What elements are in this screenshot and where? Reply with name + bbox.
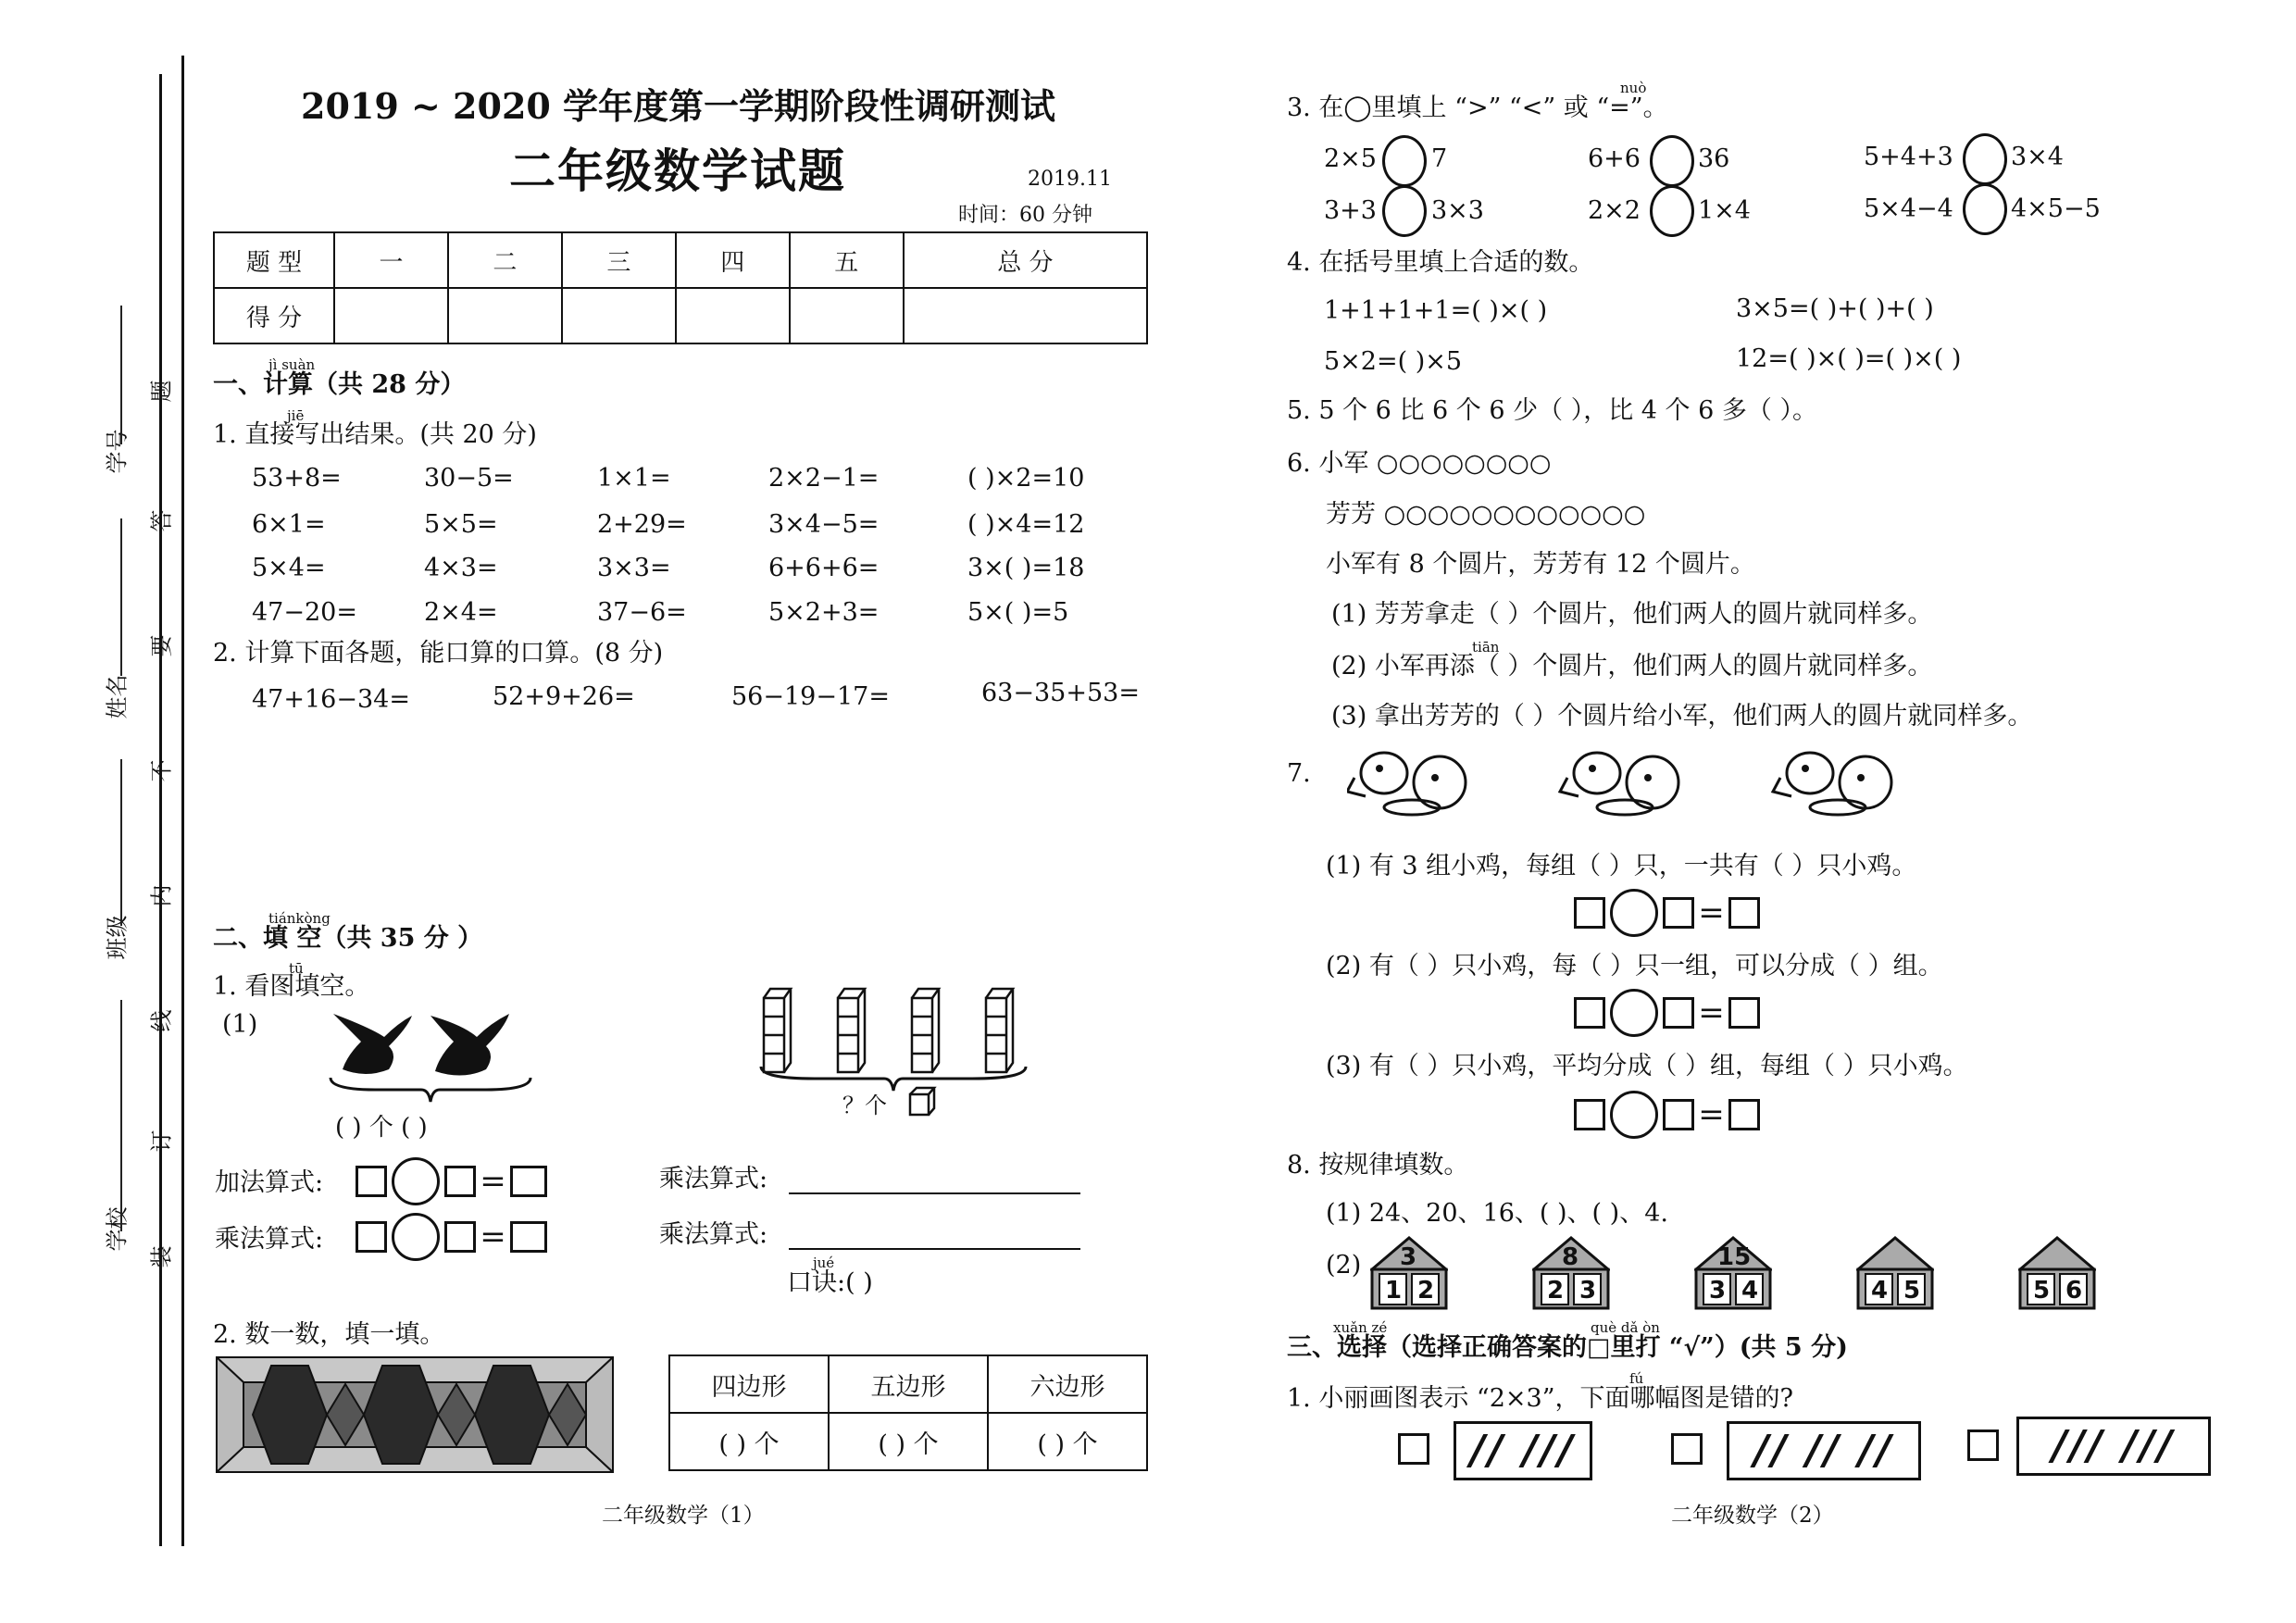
exam-subtitle: 2019 ~ 2020 学年度第一学期阶段性调研测试 xyxy=(301,85,1056,127)
calc-r3-c1: 5×4= xyxy=(252,554,326,582)
score-cell[interactable] xyxy=(562,288,676,343)
koujue: 口诀:( ) xyxy=(787,1268,873,1297)
calc-r3-c3: 3×3= xyxy=(597,554,671,582)
score-row-label: 得 分 xyxy=(214,288,334,343)
calc-r1-c4: 2×2−1= xyxy=(768,464,880,493)
house-5-right: 6 xyxy=(2065,1277,2083,1305)
score-header-3: 三 xyxy=(562,232,676,288)
q6-sub-1: (1) 芳芳拿走（ ）个圆片，他们两人的圆片就同样多。 xyxy=(1331,600,1933,629)
choice-checkbox-2[interactable] xyxy=(1671,1433,1703,1465)
mul-label-1: 乘法算式: xyxy=(215,1225,324,1254)
binding-char-8: 装 xyxy=(148,1245,175,1268)
q3-4-circle[interactable] xyxy=(1382,185,1427,237)
calc-r4-c3: 37−6= xyxy=(597,598,687,627)
q3-2-circle[interactable] xyxy=(1650,135,1694,187)
calc-r2-c1: 6×1= xyxy=(252,510,326,539)
answer-box[interactable] xyxy=(1663,997,1694,1029)
q3-6-right: 4×5−5 xyxy=(2011,194,2101,223)
q7-sub-2: (2) 有（ ）只小鸡，每（ ）只一组，可以分成（ ）组。 xyxy=(1326,952,1943,980)
q3-3-right: 3×4 xyxy=(2011,143,2064,171)
answer-box[interactable] xyxy=(1574,897,1605,929)
q3-2-left: 6+6 xyxy=(1588,144,1641,173)
shape-count-4[interactable]: ( ) 个 xyxy=(669,1413,829,1470)
q3-6-circle[interactable] xyxy=(1963,183,2007,235)
shape-header-4: 四边形 xyxy=(669,1355,829,1413)
equals-sign: = xyxy=(1698,1096,1725,1133)
sec1-pinyin-jie: jiē xyxy=(287,407,305,424)
q4-item-2: 3×5=( )+( )+( ) xyxy=(1736,294,1934,323)
sec1-q1: 1. 直接写出结果。(共 20 分) xyxy=(213,420,537,449)
sec2-q1: 1. 看图填空。 xyxy=(213,972,370,1001)
sec3-title: 三、选择（选择正确答案的□里打 “√”）(共 5 分) xyxy=(1287,1333,1848,1362)
q7-formula-2 xyxy=(1574,989,1760,1037)
house-3-left: 3 xyxy=(1709,1277,1727,1305)
shape-count-table xyxy=(668,1355,1148,1471)
cube-icon xyxy=(907,1085,937,1118)
answer-box[interactable] xyxy=(1574,997,1605,1029)
tally-option-3: /// /// xyxy=(2016,1417,2211,1476)
answer-box[interactable] xyxy=(356,1166,387,1197)
mul-answer-line-1[interactable] xyxy=(789,1192,1080,1194)
q2-item-2: 52+9+26= xyxy=(493,682,635,711)
operator-circle[interactable] xyxy=(392,1157,440,1205)
answer-box[interactable] xyxy=(1663,897,1694,929)
calc-r3-c5: 3×( )=18 xyxy=(967,554,1085,582)
q3-4-left: 3+3 xyxy=(1324,196,1377,225)
calc-r2-c4: 3×4−5= xyxy=(768,510,880,539)
operator-circle[interactable] xyxy=(1610,989,1658,1037)
binding-char-2: 答 xyxy=(148,509,175,532)
q3-5-left: 2×2 xyxy=(1588,196,1641,225)
house-4-left: 4 xyxy=(1871,1277,1889,1305)
q6-fangfang: 芳芳 ○○○○○○○○○○○○ xyxy=(1326,500,1646,529)
q3-5-right: 1×4 xyxy=(1698,196,1751,225)
score-header-2: 二 xyxy=(448,232,562,288)
q6-sub-3: (3) 拿出芳芳的（ ）个圆片给小军，他们两人的圆片就同样多。 xyxy=(1331,702,2033,730)
choice-checkbox-1[interactable] xyxy=(1398,1433,1429,1465)
q3-1-left: 2×5 xyxy=(1324,144,1377,173)
q3-1-right: 7 xyxy=(1431,144,1448,173)
score-cell[interactable] xyxy=(904,288,1147,343)
score-header-4: 四 xyxy=(676,232,790,288)
brace-birds xyxy=(329,1076,532,1104)
answer-box[interactable] xyxy=(1663,1099,1694,1130)
sec2-pinyin: tiánkòng xyxy=(268,910,331,927)
calc-r4-c5: 5×( )=5 xyxy=(967,598,1069,627)
house-3-right: 4 xyxy=(1741,1277,1759,1305)
mul-formula-boxes xyxy=(356,1213,547,1261)
jue-pinyin: jué xyxy=(813,1255,835,1271)
answer-box[interactable] xyxy=(444,1166,476,1197)
shape-header-5: 五边形 xyxy=(829,1355,988,1413)
house-1-left: 1 xyxy=(1385,1277,1403,1305)
house-1-roof: 3 xyxy=(1400,1243,1417,1271)
add-label: 加法算式: xyxy=(215,1168,324,1197)
tally-option-2: // // // xyxy=(1727,1421,1921,1480)
q4-title: 4. 在括号里填上合适的数。 xyxy=(1287,248,1594,277)
q8-sub-2: (2) xyxy=(1326,1251,1362,1280)
score-cell[interactable] xyxy=(790,288,904,343)
q7-number: 7. xyxy=(1287,759,1311,788)
q8-title: 8. 按规律填数。 xyxy=(1287,1151,1469,1180)
footer-page-1: 二年级数学（1） xyxy=(602,1504,765,1528)
fu-pinyin: fú xyxy=(1629,1370,1644,1387)
q6-statement: 小军有 8 个圆片，芳芳有 12 个圆片。 xyxy=(1326,550,1755,579)
calc-r4-c4: 5×2+3= xyxy=(768,598,880,627)
q4-item-1: 1+1+1+1=( )×( ) xyxy=(1324,296,1548,325)
chicks-image xyxy=(1347,741,1940,824)
equals-sign: = xyxy=(1698,894,1725,931)
answer-box[interactable] xyxy=(510,1166,547,1197)
q2-item-4: 63−35+53= xyxy=(981,679,1140,707)
mul-label-3: 乘法算式: xyxy=(659,1220,768,1249)
add-formula-boxes xyxy=(356,1157,547,1205)
score-cell[interactable] xyxy=(676,288,790,343)
footer-page-2: 二年级数学（2） xyxy=(1671,1504,1834,1528)
house-2-left: 2 xyxy=(1547,1277,1565,1305)
equals-sign: = xyxy=(480,1218,506,1255)
q3-2-right: 36 xyxy=(1698,144,1730,173)
sec1-title: 一、计算（共 28 分） xyxy=(213,370,466,399)
sec2-q1-sub: (1) xyxy=(222,1010,258,1039)
calc-r4-c2: 2×4= xyxy=(424,598,498,627)
calc-r1-c2: 30−5= xyxy=(424,464,514,493)
equals-sign: = xyxy=(1698,994,1725,1031)
calc-r4-c1: 47−20= xyxy=(252,598,357,627)
q2-item-3: 56−19−17= xyxy=(731,682,890,711)
q3-3-left: 5+4+3 xyxy=(1864,143,1953,171)
q4-item-4: 12=( )×( )=( )×( ) xyxy=(1736,344,1962,373)
q3-title: 3. 在◯里填上 “>” “<” 或 “=”。 xyxy=(1287,94,1668,122)
q3-6-left: 5×4−4 xyxy=(1864,194,1953,223)
binding-field-name-line xyxy=(120,518,122,676)
sec3-pinyin-2: què dǎ òn xyxy=(1591,1319,1660,1336)
sec2-title: 二、填 空（共 35 分 ） xyxy=(213,924,483,953)
q3-3-circle[interactable] xyxy=(1963,133,2007,185)
q6-sub-2: (2) 小军再添（ ）个圆片，他们两人的圆片就同样多。 xyxy=(1331,652,1933,680)
number-house-4 xyxy=(1856,1236,1934,1310)
answer-box[interactable] xyxy=(1728,897,1760,929)
operator-circle[interactable] xyxy=(1610,1091,1658,1139)
binding-field-school: 学校 xyxy=(104,1206,131,1252)
binding-field-name: 姓名 xyxy=(104,674,131,719)
binding-field-school-line xyxy=(120,1000,122,1231)
binding-field-id: 学号 xyxy=(104,429,131,474)
score-header-5: 五 xyxy=(790,232,904,288)
number-house-5 xyxy=(2018,1236,2096,1310)
calc-r2-c3: 2+29= xyxy=(597,510,687,539)
shape-count-5[interactable]: ( ) 个 xyxy=(829,1413,988,1470)
score-table xyxy=(213,231,1148,344)
house-3-roof: 15 xyxy=(1717,1243,1752,1271)
q7-sub-1: (1) 有 3 组小鸡，每组（ ）只，一共有（ ）只小鸡。 xyxy=(1326,852,1917,880)
shape-header-6: 六边形 xyxy=(988,1355,1147,1413)
q8-sub-1: (1) 24、20、16、( )、( )、4. xyxy=(1326,1199,1668,1228)
sec2-q2: 2. 数一数，填一填。 xyxy=(213,1320,445,1349)
q3-5-circle[interactable] xyxy=(1650,185,1694,237)
brace-cubes xyxy=(759,1065,1028,1092)
choice-checkbox-3[interactable] xyxy=(1967,1429,1999,1461)
calc-r1-c5: ( )×2=10 xyxy=(967,464,1085,493)
q3-pinyin: nuò xyxy=(1620,80,1647,96)
cube-question: ？个 xyxy=(842,1092,887,1118)
calc-r3-c4: 6+6+6= xyxy=(768,554,880,582)
q3-1-circle[interactable] xyxy=(1382,135,1427,187)
q7-formula-1 xyxy=(1574,889,1760,937)
score-header-1: 一 xyxy=(334,232,448,288)
binding-char-7: 订 xyxy=(148,1130,175,1153)
answer-box[interactable] xyxy=(444,1221,476,1253)
binding-field-id-line xyxy=(120,306,122,444)
answer-box[interactable] xyxy=(510,1221,547,1253)
answer-box[interactable] xyxy=(1728,1099,1760,1130)
number-house-3 xyxy=(1694,1236,1772,1310)
binding-field-class: 班级 xyxy=(104,915,131,960)
q7-formula-3 xyxy=(1574,1091,1760,1139)
number-house-1 xyxy=(1370,1236,1448,1310)
house-5-left: 5 xyxy=(2033,1277,2051,1305)
binding-char-5: 内 xyxy=(148,884,175,907)
house-4-right: 5 xyxy=(1903,1277,1921,1305)
house-1-right: 2 xyxy=(1417,1277,1435,1305)
score-cell[interactable] xyxy=(334,288,448,343)
operator-circle[interactable] xyxy=(392,1213,440,1261)
sec2-pinyin-tu: tū xyxy=(289,960,304,977)
equals-sign: = xyxy=(480,1163,506,1200)
sec3-pinyin-1: xuǎn zé xyxy=(1333,1319,1388,1336)
exam-date: 2019.11 xyxy=(1028,168,1112,191)
shape-pattern-image xyxy=(216,1356,614,1473)
binding-char-4: 不 xyxy=(148,759,175,782)
answer-box[interactable] xyxy=(1574,1099,1605,1130)
exam-time: 时间：60 分钟 xyxy=(958,204,1092,227)
sec1-pinyin: jì suàn xyxy=(268,356,316,373)
q3-4-right: 3×3 xyxy=(1431,196,1484,225)
binding-char-3: 要 xyxy=(148,634,175,657)
binding-char-6: 线 xyxy=(148,1009,175,1032)
q4-item-3: 5×2=( )×5 xyxy=(1324,347,1463,376)
score-header-total: 总 分 xyxy=(904,232,1147,288)
calc-r2-c5: ( )×4=12 xyxy=(967,510,1085,539)
sec1-q2: 2. 计算下面各题，能口算的口算。(8 分) xyxy=(213,639,664,668)
s3-q1: 1. 小丽画图表示 “2×3”，下面哪幅图是错的? xyxy=(1287,1384,1793,1413)
q2-item-1: 47+16−34= xyxy=(252,685,410,714)
answer-box[interactable] xyxy=(1728,997,1760,1029)
shape-count-6[interactable]: ( ) 个 xyxy=(988,1413,1147,1470)
q7-sub-3: (3) 有（ ）只小鸡，平均分成（ ）组，每组（ ）只小鸡。 xyxy=(1326,1052,1968,1080)
number-house-2 xyxy=(1532,1236,1610,1310)
house-2-roof: 8 xyxy=(1562,1243,1579,1271)
score-header-type: 题 型 xyxy=(214,232,334,288)
q5-text: 5. 5 个 6 比 6 个 6 少（ ），比 4 个 6 多（ ）。 xyxy=(1287,396,1817,425)
house-2-right: 3 xyxy=(1579,1277,1597,1305)
calc-r1-c3: 1×1= xyxy=(597,464,671,493)
calc-r1-c1: 53+8= xyxy=(252,464,342,493)
binding-line-outer xyxy=(159,74,162,1546)
mul-answer-line-2[interactable] xyxy=(789,1248,1080,1250)
mul-label-2: 乘法算式: xyxy=(659,1165,768,1193)
exam-title: 二年级数学试题 xyxy=(509,144,846,198)
score-cell[interactable] xyxy=(448,288,562,343)
calc-r2-c2: 5×5= xyxy=(424,510,498,539)
q6-xiaojun: 6. 小军 ○○○○○○○○ xyxy=(1287,449,1552,478)
birds-blank: ( ) 个 ( ) xyxy=(335,1114,428,1142)
operator-circle[interactable] xyxy=(1610,889,1658,937)
binding-line-inner xyxy=(181,56,184,1546)
answer-box[interactable] xyxy=(356,1221,387,1253)
calc-r3-c2: 4×3= xyxy=(424,554,498,582)
tally-option-1: // /// xyxy=(1454,1421,1592,1480)
binding-field-class-line xyxy=(120,759,122,926)
binding-char-1: 题 xyxy=(148,380,175,403)
q6-tian-pinyin: tiān xyxy=(1472,639,1500,655)
